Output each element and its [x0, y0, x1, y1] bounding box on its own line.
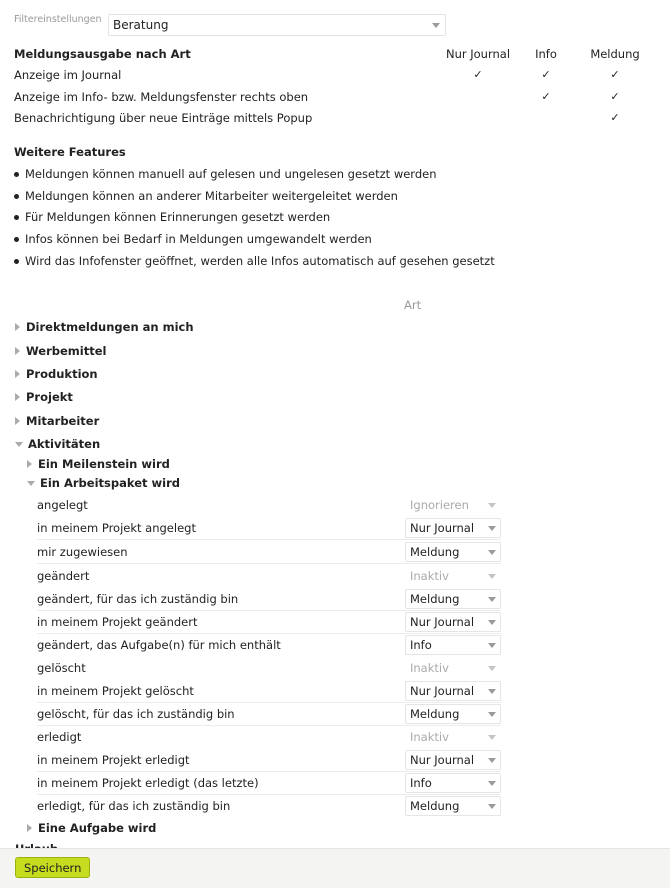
row-divider — [37, 539, 501, 540]
row-divider — [37, 702, 501, 703]
art-column-header: Art — [404, 298, 422, 312]
tree-item-aktivitaeten[interactable] — [15, 437, 100, 451]
list-item-text: Meldungen können an anderer Mitarbeiter weitergeleitet werden — [25, 189, 398, 203]
tree-subitem-label: Eine Aufgabe wird — [38, 821, 157, 835]
chevron-down-icon — [488, 735, 496, 740]
filter-select[interactable] — [108, 14, 446, 36]
setting-label: in meinem Projekt erledigt (das letzte) — [37, 776, 259, 790]
art-select-value: Meldung — [410, 592, 460, 606]
setting-label: mir zugewiesen — [37, 545, 128, 559]
art-select[interactable] — [405, 727, 501, 747]
chevron-down-icon — [488, 781, 496, 786]
tree-subitem-aufgabe[interactable] — [27, 821, 156, 835]
summary-row-label: Anzeige im Info- bzw. Meldungsfenster rechts oben — [14, 90, 309, 104]
art-select-value: Inaktiv — [410, 730, 449, 744]
chevron-right-icon — [15, 393, 20, 401]
tree-item-projekt[interactable] — [15, 390, 73, 404]
bullet-icon — [14, 194, 19, 199]
chevron-right-icon — [27, 824, 32, 832]
row-divider — [37, 563, 501, 564]
list-item-text: Für Meldungen können Erinnerungen gesetzt werden — [25, 210, 331, 224]
art-select[interactable] — [405, 542, 501, 562]
filter-label: Filtereinstellungen — [14, 14, 102, 25]
list-item — [14, 254, 495, 268]
chevron-down-icon — [15, 442, 23, 447]
column-header-nur-journal: Nur Journal — [445, 47, 511, 61]
summary-row-label: Anzeige im Journal — [14, 68, 122, 82]
row-divider — [37, 771, 501, 772]
chevron-down-icon — [27, 481, 35, 486]
list-item-text: Wird das Infofenster geöffnet, werden alle Infos automatisch auf gesehen gesetzt — [25, 254, 495, 268]
art-select[interactable] — [405, 589, 501, 609]
art-select[interactable] — [405, 773, 501, 793]
art-select-value: Meldung — [410, 707, 460, 721]
tree-item-direktmeldungen[interactable] — [15, 320, 194, 334]
chevron-down-icon — [488, 804, 496, 809]
setting-label: gelöscht, für das ich zuständig bin — [37, 707, 235, 721]
tree-item-label: Projekt — [26, 390, 73, 404]
art-select[interactable] — [405, 495, 501, 515]
chevron-right-icon — [15, 417, 20, 425]
art-select[interactable] — [405, 681, 501, 701]
tree-subitem-arbeitspaket[interactable] — [27, 476, 180, 490]
list-item — [14, 210, 330, 224]
art-select-value: Nur Journal — [410, 521, 475, 535]
bullet-icon — [14, 237, 19, 242]
setting-label: in meinem Projekt gelöscht — [37, 684, 194, 698]
footer-bar — [0, 848, 670, 888]
setting-label: geändert, das Aufgabe(n) für mich enthält — [37, 638, 281, 652]
list-item — [14, 232, 372, 246]
bullet-icon — [14, 172, 19, 177]
chevron-down-icon — [488, 550, 496, 555]
list-item — [14, 189, 398, 203]
setting-label: in meinem Projekt erledigt — [37, 753, 190, 767]
tree-item-label: Aktivitäten — [28, 437, 101, 451]
chevron-down-icon — [488, 503, 496, 508]
art-select-value: Info — [410, 638, 432, 652]
art-select[interactable] — [405, 796, 501, 816]
summary-row-label: Benachrichtigung über neue Einträge mittels Popup — [14, 111, 313, 125]
art-select[interactable] — [405, 612, 501, 632]
list-item-text: Infos können bei Bedarf in Meldungen umgewandelt werden — [25, 232, 372, 246]
chevron-right-icon — [27, 460, 32, 468]
art-select-value: Inaktiv — [410, 569, 449, 583]
list-item — [14, 167, 437, 181]
setting-label: geändert, für das ich zuständig bin — [37, 592, 239, 606]
art-select-value: Ignorieren — [410, 498, 469, 512]
tree-item-werbemittel[interactable] — [15, 344, 106, 358]
chevron-down-icon — [488, 758, 496, 763]
art-select[interactable] — [405, 518, 501, 538]
row-divider — [37, 725, 501, 726]
chevron-right-icon — [15, 370, 20, 378]
art-select-value: Nur Journal — [410, 615, 475, 629]
chevron-down-icon — [488, 643, 496, 648]
chevron-right-icon — [15, 347, 20, 355]
tree-item-label: Direktmeldungen an mich — [26, 320, 194, 334]
bullet-icon — [14, 215, 19, 220]
chevron-down-icon — [488, 620, 496, 625]
art-select-value: Nur Journal — [410, 753, 475, 767]
tree-item-label: Produktion — [26, 367, 98, 381]
chevron-down-icon — [488, 597, 496, 602]
art-select[interactable] — [405, 658, 501, 678]
chevron-right-icon — [15, 323, 20, 331]
list-item-text: Meldungen können manuell auf gelesen und ungelesen gesetzt werden — [25, 167, 437, 181]
setting-label: in meinem Projekt geändert — [37, 615, 198, 629]
art-select-value: Nur Journal — [410, 684, 475, 698]
art-select-value: Meldung — [410, 799, 460, 813]
tree-item-label: Werbemittel — [26, 344, 107, 358]
setting-label: in meinem Projekt angelegt — [37, 521, 196, 535]
art-select-value: Inaktiv — [410, 661, 449, 675]
filter-select-value: Beratung — [113, 18, 169, 32]
column-header-meldung: Meldung — [590, 47, 640, 61]
setting-label: gelöscht — [37, 661, 86, 675]
save-button[interactable]: Speichern — [15, 857, 90, 878]
setting-label: erledigt, für das ich zuständig bin — [37, 799, 231, 813]
summary-title: Meldungsausgabe nach Art — [14, 47, 191, 61]
check-icon: ✓ — [610, 68, 620, 81]
check-icon: ✓ — [610, 90, 620, 103]
tree-subitem-label: Ein Meilenstein wird — [38, 457, 170, 471]
art-select[interactable] — [405, 704, 501, 724]
check-icon: ✓ — [473, 68, 483, 81]
chevron-down-icon — [432, 23, 440, 28]
check-icon: ✓ — [541, 68, 551, 81]
chevron-down-icon — [488, 689, 496, 694]
bullet-icon — [14, 259, 19, 264]
tree-item-label: Mitarbeiter — [26, 414, 100, 428]
tree-item-mitarbeiter[interactable] — [15, 414, 99, 428]
row-divider — [37, 633, 501, 634]
column-header-info: Info — [535, 47, 557, 61]
setting-label: geändert — [37, 569, 90, 583]
setting-label: angelegt — [37, 498, 88, 512]
chevron-down-icon — [488, 666, 496, 671]
setting-label: erledigt — [37, 730, 82, 744]
tree-subitem-meilenstein[interactable] — [27, 457, 170, 471]
chevron-down-icon — [488, 526, 496, 531]
art-select-value: Info — [410, 776, 432, 790]
chevron-down-icon — [488, 574, 496, 579]
art-select-value: Meldung — [410, 545, 460, 559]
check-icon: ✓ — [541, 90, 551, 103]
tree-subitem-label: Ein Arbeitspaket wird — [40, 476, 180, 490]
check-icon: ✓ — [610, 111, 620, 124]
row-divider — [37, 610, 501, 611]
tree-item-produktion[interactable] — [15, 367, 98, 381]
art-select[interactable] — [405, 635, 501, 655]
chevron-down-icon — [488, 712, 496, 717]
art-select[interactable] — [405, 566, 501, 586]
art-select[interactable] — [405, 750, 501, 770]
features-title: Weitere Features — [14, 145, 126, 159]
row-divider — [37, 794, 501, 795]
